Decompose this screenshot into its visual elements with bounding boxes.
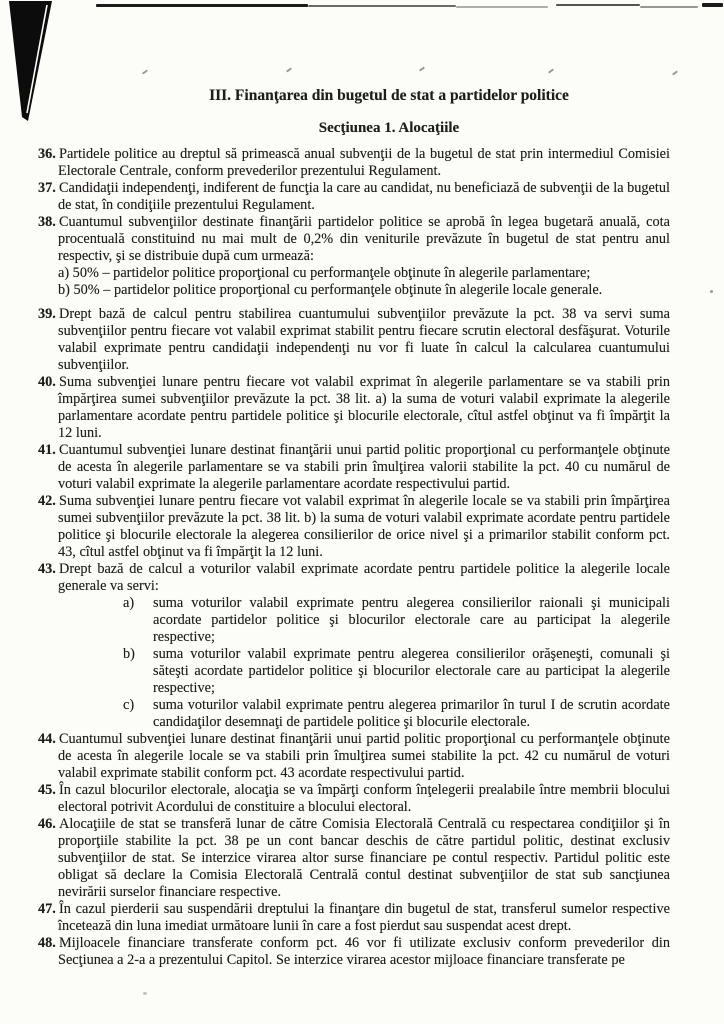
subitem-marker: a): [123, 595, 135, 611]
item-subline-b: b) 50% – partidelor politice proporţional cu performanţele obţinute în alegerile locale generale.: [58, 282, 603, 298]
item-subline-a: a) 50% – partidelor politice proporţional cu performanţele obţinute în alegerile parlamentare;: [58, 265, 591, 281]
item-text: În cazul pierderii sau suspendării dreptului la finanţare din bugetul de stat, transferul sumelor respective încetează din luna imediat următoare lunii în care a fost pierdut sau suspendat acest drept.: [58, 901, 670, 934]
item-number: 41.: [38, 442, 56, 458]
scan-artifact-tick-mark: [419, 66, 425, 71]
scan-artifact-top-edge-line: [702, 3, 723, 7]
item-number: 47.: [38, 901, 56, 917]
scan-artifact-tick-mark: [142, 69, 148, 74]
document-title: III. Finanţarea din bugetul de stat a partidelor politice: [209, 87, 569, 104]
subitem-text: suma voturilor valabil exprimate pentru alegerea consilierilor raionali şi municipali acordate partidelor politice şi blocurilor electorale care au participat la alegerile respective;: [153, 595, 670, 645]
list-item-46: [38, 816, 670, 901]
list-item-40: [38, 374, 670, 442]
scan-artifact-speck: [143, 992, 147, 995]
scan-artifact-speck: [710, 290, 713, 293]
scan-artifact-tick-mark: [548, 68, 554, 73]
list-item-41: [38, 442, 670, 493]
list-item-44: [38, 731, 670, 782]
scan-artifact-tick-mark: [286, 67, 292, 72]
list-item-45: [38, 782, 670, 816]
item-text: Mijloacele financiare transferate conform pct. 46 vor fi utilizate exclusiv conform prevederilor din Secţiunea a 2-a a prezentului Capitol. Se interzice virarea acestor mijloace financiare transferate pe: [58, 935, 670, 968]
item-text: Cuantumul subvenţiei lunare destinat finanţării unui partid politic proporţional cu performanţele obţinute de acesta în alegerile locale se va stabili prin îmulţirea sumei stabilite la pct. 42 cu numărul de voturi valabil exprimate stabilit conform pct. 43 acordate respectivului partid.: [58, 731, 670, 781]
item-text: Partidele politice au dreptul să primească anual subvenţii de la bugetul de stat prin intermediul Comisiei Electorale Centrale, conform prevederilor prezentului Regulament.: [58, 146, 670, 179]
sub-list-item-a: [123, 595, 670, 646]
subitem-text: suma voturilor valabil exprimate pentru alegerea primarilor în turul I de scrutin acordate candidaţilor desemnaţi de partidele politice şi blocurile electorale.: [153, 697, 670, 730]
subitem-text: suma voturilor valabil exprimate pentru alegerea consilierilor orăşeneşti, comunali şi săteşti acordate partidelor politice şi blocurilor electorale care au participat la alegerile respective;: [153, 646, 670, 696]
item-text: Suma subvenţiei lunare pentru fiecare vot valabil exprimat în alegerile parlamentare se va stabili prin împărţirea sumei subvenţiilor prevăzute la pct. 38 lit. a) la suma de voturi valabil exprimate la alegerile parlamentare acordate pentru partidele politice şi blocurile electorale, cîtul astfel obţinut va fi împărţit la 12 luni.: [58, 374, 670, 441]
item-number: 45.: [38, 782, 56, 798]
item-text: Drept bază de calcul pentru stabilirea cuantumului subvenţiilor prevăzute la pct. 38 va servi suma subvenţiilor pentru fiecare vot valabil exprimat stabilit pentru fiecare scrutin electoral desfăşurat. Voturile valabil exprimate pentru candidaţii independenţi nu vor fi luate în calcul la calcularea cuantumului subvenţiilor.: [58, 306, 670, 373]
document-content: [38, 86, 670, 969]
section-heading: Secţiunea 1. Alocaţiile: [318, 120, 460, 136]
item-text: Suma subvenţiei lunare pentru fiecare vot valabil exprimat în alegerile locale se va stabili prin împărţirea sumei subvenţiilor prevăzute la pct. 38 lit. b) la suma de voturi valabil exprimate acordate pentru partidele politice şi blocurile electorale la alegerea consilierilor de orice nivel şi a primarilor stabilit conform pct. 43, cîtul astfel obţinut va fi împărţit la 12 luni.: [58, 493, 670, 560]
numbered-list: [38, 146, 670, 969]
item-number: 48.: [38, 935, 56, 951]
item-number: 40.: [38, 374, 56, 390]
item-text: Drept bază de calcul a voturilor valabil exprimate acordate pentru partidele politice la alegerile locale generale va servi:: [58, 561, 670, 594]
list-item-48: [38, 935, 670, 969]
item-number: 39.: [38, 306, 56, 322]
scan-artifact-top-edge-line: [456, 6, 548, 8]
subitem-marker: b): [123, 646, 135, 662]
item-number: 42.: [38, 493, 56, 509]
list-item-43: [38, 561, 670, 731]
scan-artifact-top-edge-line: [556, 4, 640, 6]
list-item-39: [38, 306, 670, 374]
sub-list-item-c: [123, 697, 670, 731]
item-text: Cuantumul subvenţiei lunare destinat finanţării unui partid politic proporţional cu performanţele obţinute de acesta în alegerile parlamentare se va stabili prin îmulţirea valorii stabilite la pct. 40 cu numărul de voturi valabil exprimate la alegerile parlamentare acordate respectivului partid.: [58, 442, 670, 492]
sub-list-item-b: [123, 646, 670, 697]
list-item-42: [38, 493, 670, 561]
item-number: 36.: [38, 146, 56, 162]
list-item-36: [38, 146, 670, 180]
list-item-47: [38, 901, 670, 935]
scan-artifact-top-edge-line: [96, 4, 308, 7]
scan-artifact-tick-mark: [672, 70, 678, 75]
item-number: 37.: [38, 180, 56, 196]
item-number: 43.: [38, 561, 56, 577]
subitem-marker: c): [123, 697, 135, 713]
item-text: Cuantumul subvenţiilor destinate finanţării partidelor politice se aprobă în legea bugetară anuală, cota procentuală constituind nu mai mult de 0,2% din veniturile prevăzute în bugetul de stat pentru anul respectiv, şi se distribuie după cum urmează:: [58, 214, 670, 264]
scan-artifact-top-edge-line: [640, 6, 698, 8]
item-text: Alocaţiile de stat se transferă lunar de către Comisia Electorală Centrală cu respectarea condiţiilor şi în proporţiile stabilite la pct. 38 pe un cont bancar deschis de către partidul politic, destinat exclusiv subvenţiilor de stat. Se interzice virarea altor surse financiare pe contul respectiv. Partidul politic este obligat să declare la Comisia Electorală Centrală contul destinat subvenţiilor de stat sub sancţiunea nevirării surselor financiare respective.: [58, 816, 670, 900]
item-number: 38.: [38, 214, 56, 230]
item-number: 44.: [38, 731, 56, 747]
item-number: 46.: [38, 816, 56, 832]
item-text: În cazul blocurilor electorale, alocaţia se va împărţi conform înţelegerii prealabile între membrii blocului electoral potrivit Acordului de constituire a blocului electoral.: [58, 782, 670, 815]
list-item-37: [38, 180, 670, 214]
list-item-38: [38, 214, 670, 299]
item-text: Candidaţii independenţi, indiferent de funcţia la care au candidat, nu beneficiază de subvenţii de la bugetul de stat, în condiţiile prezentului Regulament.: [58, 180, 670, 213]
scan-artifact-top-edge-line: [308, 5, 456, 7]
